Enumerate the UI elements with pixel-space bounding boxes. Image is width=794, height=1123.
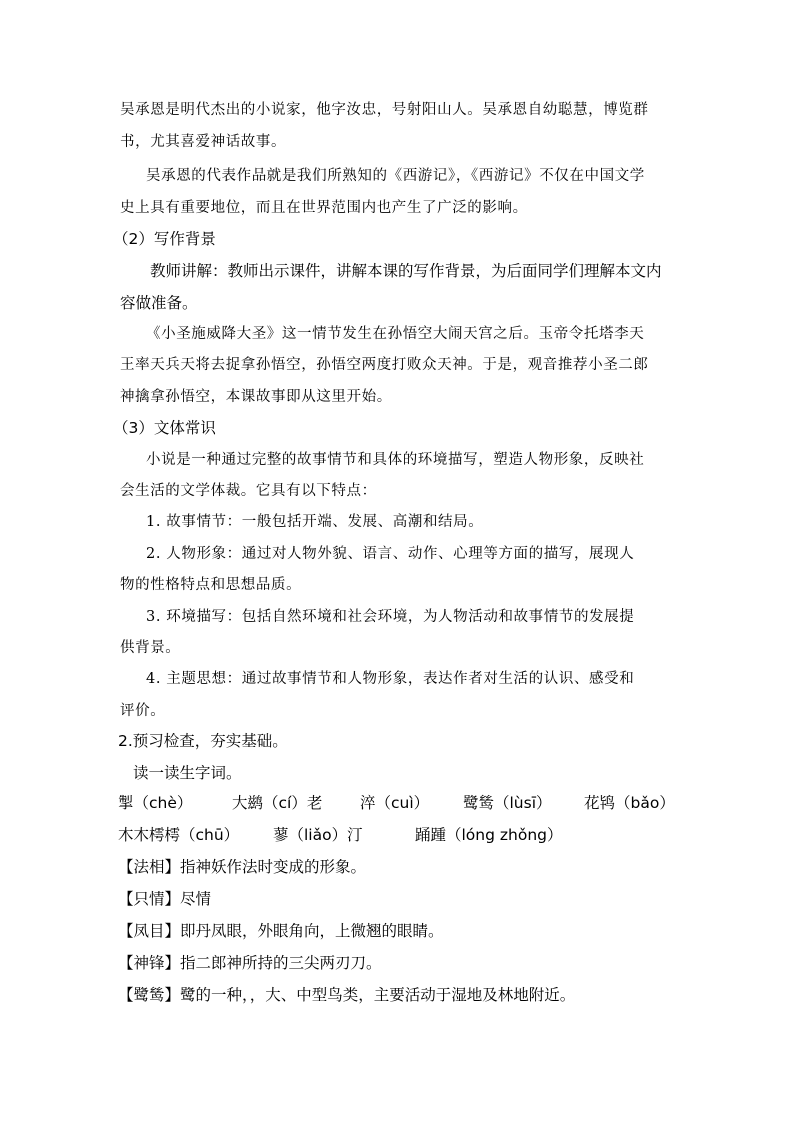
bg-story-line-1: 《小圣施威降大圣》这一情节发生在孙悟空大闹天宫之后。玉帝令托塔李天 xyxy=(146,326,645,342)
section-heading-background: （2）写作背景 xyxy=(113,230,216,248)
feature-3-line-2: 供背景。 xyxy=(120,640,181,656)
vocab-item: 淬（cuì） xyxy=(360,794,430,812)
bg-teacher-line-1: 教师讲解：教师出示课件，讲解本课的写作背景，为后面同学们理解本文内 xyxy=(150,262,662,280)
feature-2-line-2: 物的性格特点和思想品质。 xyxy=(120,577,302,593)
vocab-item: 大鹚（cí）老 xyxy=(232,794,323,812)
author-intro-line-2: 书，尤其喜爱神话故事。 xyxy=(120,134,287,150)
feature-1: 1. 故事情节：一般包括开端、发展、高潮和结局。 xyxy=(146,514,484,530)
feature-4-line-1: 4. 主题思想：通过故事情节和人物形象，表达作者对生活的认识、感受和 xyxy=(146,671,635,687)
feature-4-line-2: 评价。 xyxy=(120,703,166,719)
definition-item: 【鹭鸶】鹭的一种，，大、中型鸟类，主要活动于湿地及林地附近。 xyxy=(118,986,576,1004)
feature-2-line-1: 2. 人物形象：通过对人物外貌、语言、动作、心理等方面的描写，展现人 xyxy=(146,546,635,562)
vocab-item: 掣（chè） xyxy=(118,794,193,812)
read-prompt: 读一读生字词。 xyxy=(133,764,242,782)
vocab-item: 蓼（liǎo）汀 xyxy=(273,826,363,844)
vocab-item: 花鸨（bǎo） xyxy=(584,794,675,812)
definition-item: 【神锋】指二郎神所持的三尖两刃刀。 xyxy=(118,954,382,972)
section-heading-genre: （3）文体常识 xyxy=(113,419,216,437)
works-line-1: 吴承恩的代表作品就是我们所熟知的《西游记》，《西游记》不仅在中国文学 xyxy=(146,168,645,184)
genre-def-line-1: 小说是一种通过完整的故事情节和具体的环境描写，塑造人物形象，反映社 xyxy=(146,452,645,468)
vocab-item: 鹭鸶（lùsī） xyxy=(463,794,552,812)
preview-heading: 2.预习检查，夯实基础。 xyxy=(118,732,288,750)
bg-story-line-3: 神擒拿孙悟空，本课故事即从这里开始。 xyxy=(120,389,392,405)
genre-def-line-2: 会生活的文学体裁。它具有以下特点： xyxy=(120,483,377,499)
works-line-2: 史上具有重要地位，而且在世界范围内也产生了广泛的影响。 xyxy=(120,200,528,216)
vocab-item: 木木樗樗（chū） xyxy=(118,826,240,844)
definition-item: 【只情】尽情 xyxy=(118,890,212,908)
bg-teacher-line-2: 容做准备。 xyxy=(120,294,198,312)
definition-item: 【法相】指神妖作法时变成的形象。 xyxy=(118,858,367,876)
bg-story-line-2: 王率天兵天将去捉拿孙悟空，孙悟空两度打败众天神。于是，观音推荐小圣二郎 xyxy=(120,357,649,373)
vocab-item: 踊踵（lóng zhǒng） xyxy=(415,826,563,844)
definition-item: 【凤目】即丹凤眼，外眼角向，上微翘的眼睛。 xyxy=(118,922,444,940)
feature-3-line-1: 3. 环境描写：包括自然环境和社会环境，为人物活动和故事情节的发展提 xyxy=(146,609,635,625)
author-intro-line-1: 吴承恩是明代杰出的小说家，他字汝忠，号射阳山人。吴承恩自幼聪慧，博览群 xyxy=(120,102,649,118)
